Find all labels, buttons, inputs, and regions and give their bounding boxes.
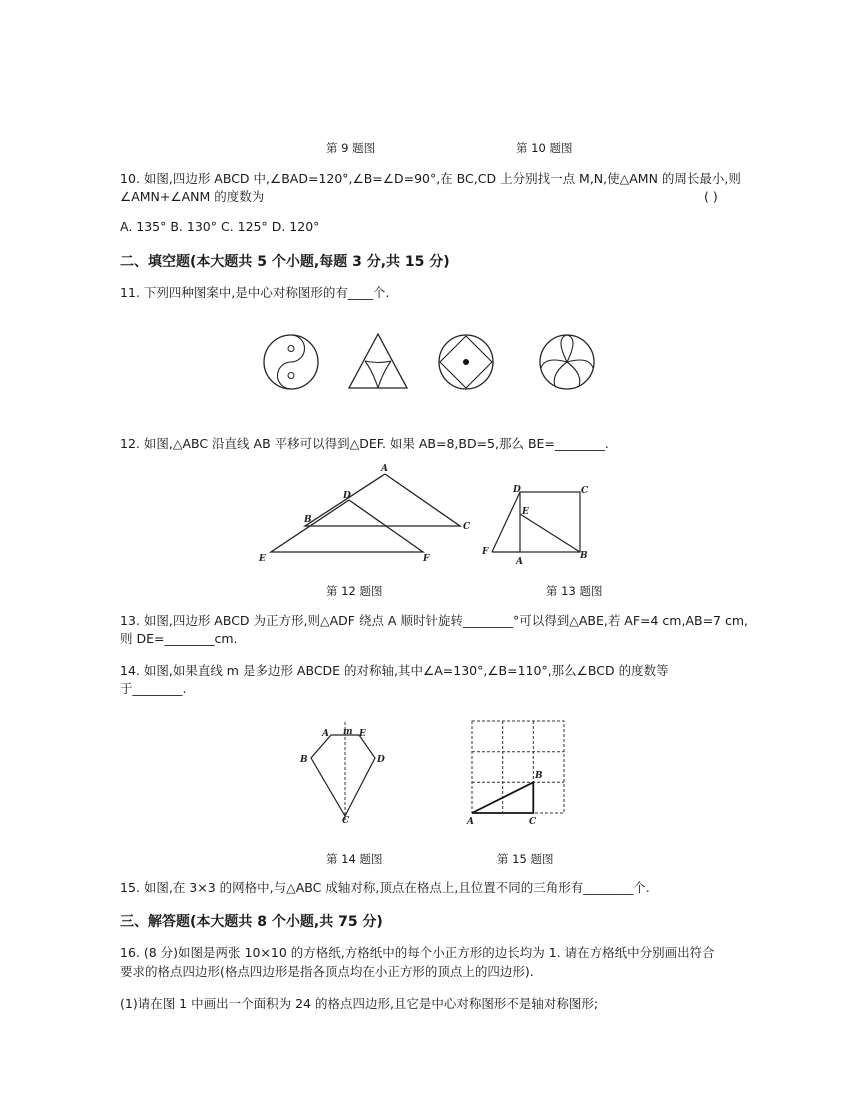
fig15-label-a: A — [467, 817, 474, 826]
fig15-label-b: B — [535, 771, 543, 781]
fig13-caption: 第 13 题图 — [546, 584, 603, 598]
q16-line1: 16. (8 分)如图是两张 10×10 的方格纸,方格纸中的每个小正方形的边长均为 1. 请在方格纸中分别画出符合 — [120, 945, 715, 960]
fig13-label-d: D — [513, 485, 521, 495]
fig15-label-c: C — [529, 817, 537, 826]
fig10-caption: 第 10 题图 — [516, 141, 573, 155]
yin-yang-pattern — [264, 335, 318, 389]
fig12-caption: 第 12 题图 — [326, 584, 383, 598]
fig12-label-c: C — [463, 522, 471, 532]
fig12-label-d: D — [343, 491, 351, 501]
fig13-label-b: B — [580, 551, 588, 561]
q15-figure — [462, 716, 572, 826]
fig14-label-a: A — [322, 729, 329, 739]
q10-line1: 10. 如图,四边形 ABCD 中,∠BAD=120°,∠B=∠D=90°,在 BC,CD 上分别找一点 M,N,使△AMN 的周长最小,则 — [120, 171, 741, 186]
fig14-label-m: m — [343, 727, 353, 737]
fig13-label-a: A — [516, 557, 523, 567]
q16-line2: 要求的格点四边形(格点四边形是指各顶点均在小正方形的顶点上的四边形). — [120, 964, 534, 979]
fig14-caption: 第 14 题图 — [326, 852, 383, 866]
q16-part1: (1)请在图 1 中画出一个面积为 24 的格点四边形,且它是中心对称图形不是轴对称图形; — [120, 996, 599, 1011]
q12-text: 12. 如图,△ABC 沿直线 AB 平移可以得到△DEF. 如果 AB=8,BD=5,那么 BE=________. — [120, 436, 609, 451]
q15-text: 15. 如图,在 3×3 的网格中,与△ABC 成轴对称,顶点在格点上,且位置不同的三角形有________个. — [120, 880, 650, 895]
q12-figure — [255, 462, 480, 572]
fig14-label-d: D — [377, 755, 385, 765]
fig13-label-f: F — [482, 547, 489, 557]
fig9-caption: 第 9 题图 — [326, 141, 376, 155]
circle-square-dot-pattern — [439, 335, 493, 389]
q14-line1: 14. 如图,如果直线 m 是多边形 ABCDE 的对称轴,其中∠A=130°,∠B=110°,那么∠BCD 的度数等 — [120, 663, 669, 678]
q14-figure — [295, 718, 395, 828]
fig13-label-c: C — [581, 486, 589, 496]
fig14-label-e: E — [359, 729, 366, 739]
q13-line1: 13. 如图,四边形 ABCD 为正方形,则△ADF 绕点 A 顺时针旋转________°可以得到△ABE,若 AF=4 cm,AB=7 cm, — [120, 613, 749, 628]
fig12-label-e: E — [259, 554, 266, 564]
fig14-label-b: B — [300, 755, 308, 765]
q11-patterns-figure — [255, 330, 615, 396]
fig12-label-a: A — [381, 464, 388, 474]
section-title-solutions: 三、解答题(本大题共 8 个小题,共 75 分) — [120, 914, 383, 930]
q10-options: A. 135° B. 130° C. 125° D. 120° — [120, 219, 320, 234]
fig14-label-c: C — [342, 816, 350, 826]
q11-text: 11. 下列四种图案中,是中心对称图形的有____个. — [120, 285, 390, 300]
fig12-label-b: B — [304, 515, 312, 525]
circle-petals-pattern — [540, 335, 594, 389]
fig15-caption: 第 15 题图 — [497, 852, 554, 866]
fig12-label-f: F — [423, 554, 430, 564]
q13-line2: 则 DE=________cm. — [120, 631, 238, 646]
q10-line2: ∠AMN+∠ANM 的度数为 — [120, 189, 265, 204]
q14-line2: 于________. — [120, 681, 187, 696]
q15-grid — [472, 721, 564, 813]
q10-answer-bracket: ( ) — [704, 189, 718, 204]
section-title-fill-in: 二、填空题(本大题共 5 个小题,每题 3 分,共 15 分) — [120, 254, 450, 270]
q13-figure — [478, 482, 598, 568]
triangle-arcs-pattern — [349, 334, 407, 388]
fig13-label-e: E — [522, 507, 529, 517]
